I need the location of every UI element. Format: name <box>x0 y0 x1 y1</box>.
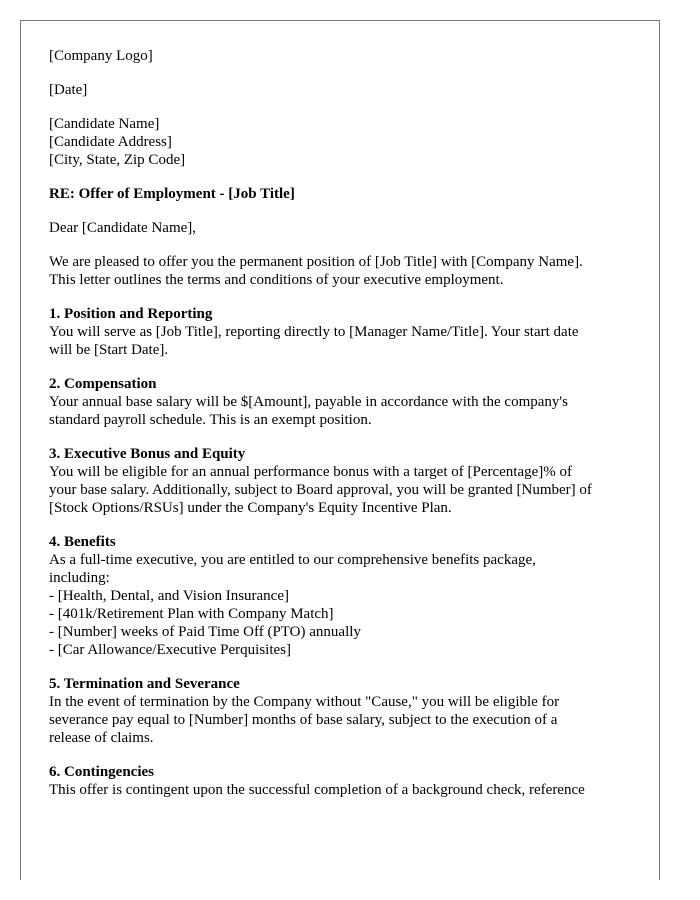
section-line: You will be eligible for an annual performance bonus with a target of [Percentage]% of <box>49 464 573 480</box>
subject-line <box>49 185 639 203</box>
section-line: In the event of termination by the Company without "Cause," you will be eligible for <box>49 694 560 710</box>
section-title: 3. Executive Bonus and Equity <box>49 446 246 462</box>
section-title: 6. Contingencies <box>49 764 154 780</box>
section-line: You will serve as [Job Title], reporting directly to [Manager Name/Title]. Your start date <box>49 324 579 340</box>
section-position-reporting <box>49 305 639 359</box>
letter-date <box>49 81 639 99</box>
section-line: will be [Start Date]. <box>49 342 169 358</box>
subject-text: RE: Offer of Employment - [Job Title] <box>49 186 295 202</box>
section-line: This offer is contingent upon the successful completion of a background check, reference <box>49 782 585 798</box>
recipient-name: [Candidate Name] <box>49 116 160 132</box>
benefit-item: - [Number] weeks of Paid Time Off (PTO) annually <box>49 624 361 640</box>
section-termination-severance <box>49 675 639 747</box>
letter-page <box>20 20 660 880</box>
salutation <box>49 219 639 237</box>
section-line: As a full-time executive, you are entitled to our comprehensive benefits package, <box>49 552 536 568</box>
section-contingencies <box>49 763 639 799</box>
date-text: [Date] <box>49 82 88 98</box>
company-logo-placeholder <box>49 47 639 65</box>
intro-line: We are pleased to offer you the permanent position of [Job Title] with [Company Name]. <box>49 254 583 270</box>
benefit-item: - [Health, Dental, and Vision Insurance] <box>49 588 289 604</box>
salutation-text: Dear [Candidate Name], <box>49 220 197 236</box>
section-line: Your annual base salary will be $[Amount], payable in accordance with the company's <box>49 394 568 410</box>
section-line: including: <box>49 570 110 586</box>
section-title: 4. Benefits <box>49 534 116 550</box>
letter-content <box>49 47 639 815</box>
benefit-item: - [401k/Retirement Plan with Company Match] <box>49 606 334 622</box>
intro-line: This letter outlines the terms and conditions of your executive employment. <box>49 272 504 288</box>
section-title: 1. Position and Reporting <box>49 306 213 322</box>
section-line: your base salary. Additionally, subject to Board approval, you will be granted [Number] of <box>49 482 592 498</box>
section-title: 2. Compensation <box>49 376 157 392</box>
section-line: [Stock Options/RSUs] under the Company's Equity Incentive Plan. <box>49 500 452 516</box>
section-bonus-equity <box>49 445 639 517</box>
section-benefits <box>49 533 639 659</box>
section-line: severance pay equal to [Number] months of base salary, subject to the execution of a <box>49 712 558 728</box>
intro-paragraph <box>49 253 639 289</box>
logo-text: [Company Logo] <box>49 48 153 64</box>
recipient-city-state-zip: [City, State, Zip Code] <box>49 152 186 168</box>
section-compensation <box>49 375 639 429</box>
section-title: 5. Termination and Severance <box>49 676 240 692</box>
section-line: standard payroll schedule. This is an exempt position. <box>49 412 372 428</box>
recipient-street: [Candidate Address] <box>49 134 172 150</box>
section-line: release of claims. <box>49 730 154 746</box>
recipient-address <box>49 115 639 169</box>
benefit-item: - [Car Allowance/Executive Perquisites] <box>49 642 292 658</box>
